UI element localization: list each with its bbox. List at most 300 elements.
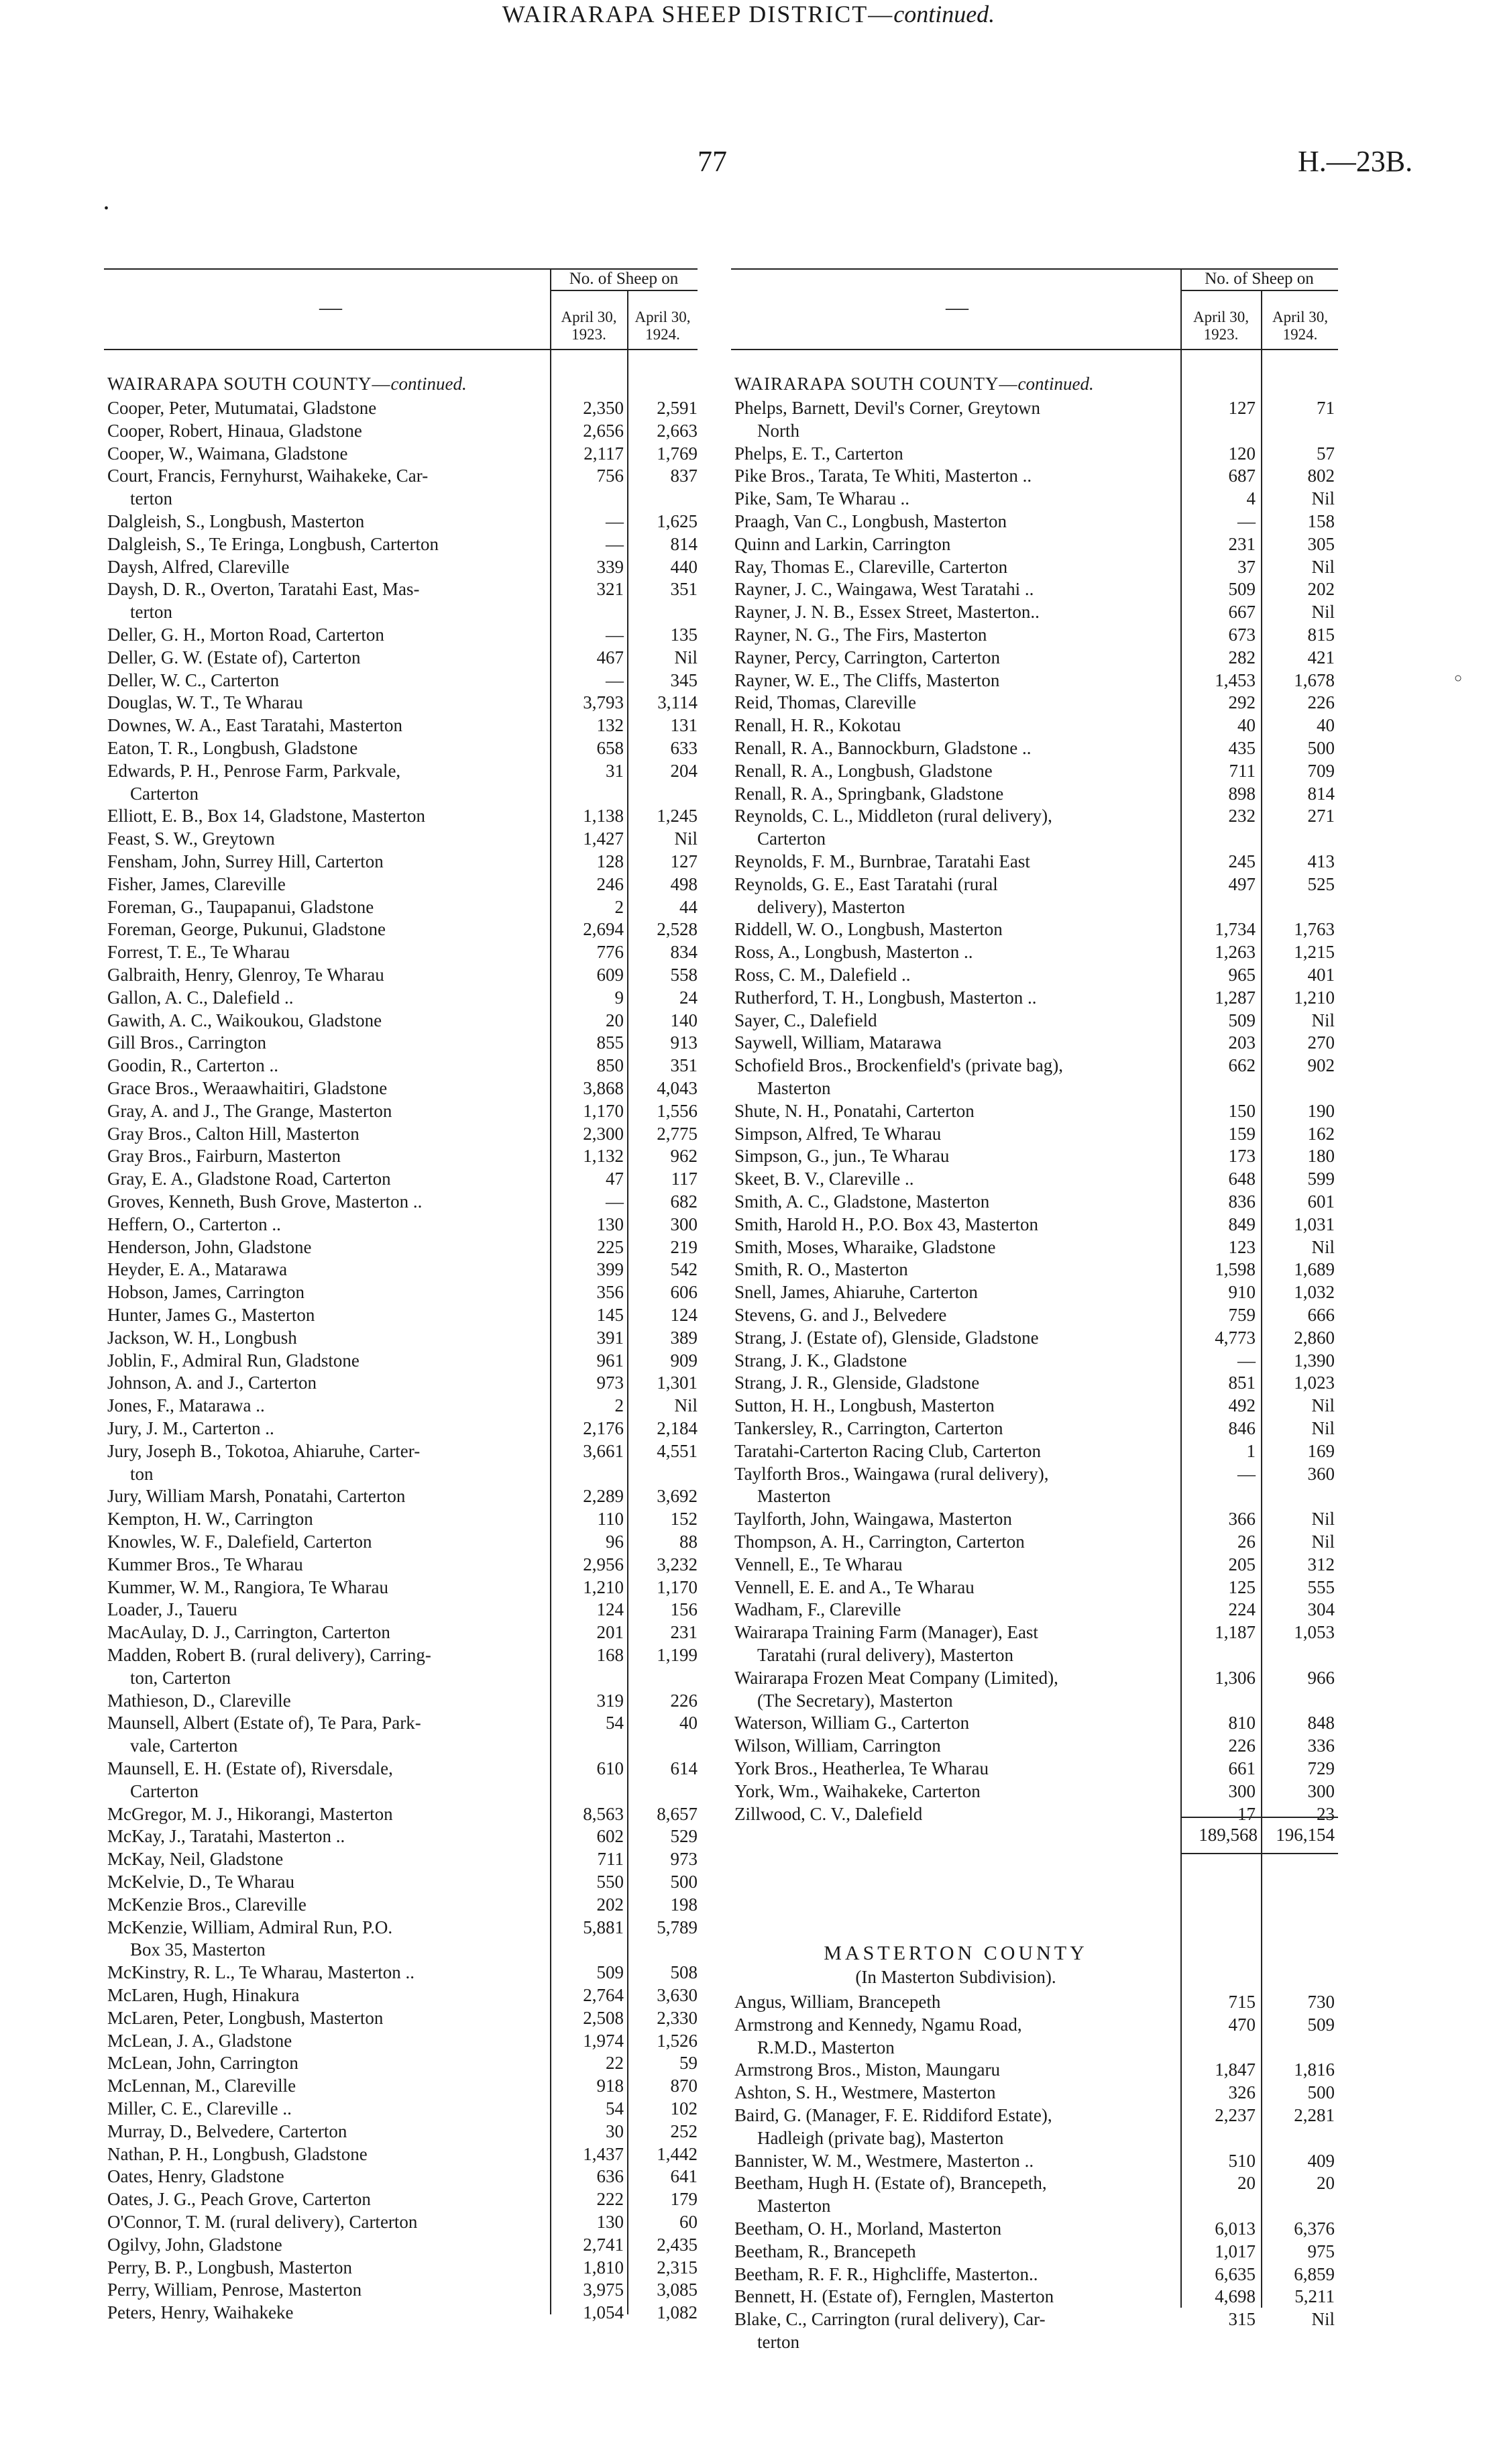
document-reference: H.—23B. xyxy=(1298,145,1413,178)
holder-name: Perry, B. P., Longbush, Masterton xyxy=(107,2257,352,2278)
sheep-1924-cell: 40 xyxy=(679,1713,698,1733)
sheep-1923-cell: 1,017 xyxy=(1215,2241,1256,2261)
sheep-1924-cell: 525 xyxy=(1307,873,1335,894)
holder-name: Heffern, O., Carterton .. xyxy=(107,1214,281,1234)
sheep-1924-cell: 300 xyxy=(670,1214,698,1234)
sheep-1923-cell: 1,453 xyxy=(1215,669,1256,690)
table-row xyxy=(107,873,698,896)
sheep-1924-cell: Nil xyxy=(674,647,698,667)
sheep-1923-cell: 26 xyxy=(1237,1532,1256,1552)
sheep-1923-cell: — xyxy=(606,533,624,554)
sheep-1923-cell: 130 xyxy=(596,1214,624,1234)
sheep-1924-cell: Nil xyxy=(674,1395,698,1416)
sheep-1924-cell: 1,245 xyxy=(657,806,698,826)
sheep-1924-cell: 3,692 xyxy=(657,1486,698,1507)
holder-name: Armstrong and Kennedy, Ngamu Road, xyxy=(734,2014,1022,2035)
sheep-1923-cell: 6,013 xyxy=(1215,2218,1256,2239)
left-group-rule xyxy=(550,290,698,291)
holder-name: McLaren, Hugh, Hinakura xyxy=(107,1985,300,2005)
sheep-1924-cell: 730 xyxy=(1307,1992,1335,2012)
holder-name: Dalgleish, S., Longbush, Masterton xyxy=(107,511,365,531)
sheep-1924-cell: 23 xyxy=(1317,1803,1335,1824)
sheep-1923-cell: 202 xyxy=(596,1894,624,1915)
holder-name: Skeet, B. V., Clareville .. xyxy=(734,1169,914,1189)
table-row xyxy=(734,964,1338,986)
table-row xyxy=(734,488,1338,510)
sheep-1924-cell: 127 xyxy=(670,851,698,871)
table-row xyxy=(734,1395,1338,1417)
sheep-1924-cell: 1,210 xyxy=(1294,987,1335,1008)
table-row xyxy=(107,1984,698,2006)
sheep-1923-cell: 145 xyxy=(596,1305,624,1325)
sheep-1924-cell: 345 xyxy=(670,669,698,690)
table-row xyxy=(107,1032,698,1054)
holder-name: Goodin, R., Carterton .. xyxy=(107,1055,278,1076)
sheep-1923-cell: 810 xyxy=(1228,1713,1256,1733)
table-row xyxy=(734,2014,1338,2036)
holder-name: Gawith, A. C., Waikoukou, Gladstone xyxy=(107,1010,382,1030)
sheep-1923-cell: 205 xyxy=(1228,1554,1256,1574)
sheep-1923-cell: 492 xyxy=(1228,1395,1256,1416)
holder-name: Cooper, Robert, Hinaua, Gladstone xyxy=(107,420,362,441)
sheep-1923-cell: 3,975 xyxy=(583,2280,624,2300)
holder-name: Vennell, E. E. and A., Te Wharau xyxy=(734,1576,975,1597)
table-row xyxy=(107,760,698,782)
sheep-1923-cell: 509 xyxy=(1228,1010,1256,1030)
sheep-1924-cell: 902 xyxy=(1307,1055,1335,1076)
holder-name: Edwards, P. H., Penrose Farm, Parkvale, xyxy=(107,760,401,781)
holder-name: McKay, Neil, Gladstone xyxy=(107,1849,284,1870)
sheep-1924-cell: 729 xyxy=(1307,1758,1335,1778)
table-row xyxy=(734,1258,1338,1281)
sheep-1923-cell: — xyxy=(1237,1350,1256,1371)
sheep-1923-cell: 1,306 xyxy=(1215,1667,1256,1688)
table-row xyxy=(107,1327,698,1349)
sheep-1923-cell: 4,698 xyxy=(1215,2286,1256,2307)
holder-name: Henderson, John, Gladstone xyxy=(107,1236,312,1257)
sheep-1924-cell: 140 xyxy=(670,1010,698,1030)
holder-name: Kempton, H. W., Carrington xyxy=(107,1509,313,1530)
sheep-1923-cell: 687 xyxy=(1228,466,1256,486)
holder-name: Ross, C. M., Dalefield .. xyxy=(734,965,911,985)
sheep-1923-cell: 127 xyxy=(1228,398,1256,418)
sheep-1923-cell: 497 xyxy=(1228,873,1256,894)
holder-name: Rayner, J. C., Waingawa, West Taratahi .. xyxy=(734,579,1034,600)
sheep-1924-cell: 270 xyxy=(1307,1032,1335,1053)
holder-name: Taratahi-Carterton Racing Club, Carterton xyxy=(734,1440,1041,1461)
table-row xyxy=(734,828,1338,850)
sheep-1923-cell: 435 xyxy=(1228,738,1256,758)
sheep-1923-cell: 2,694 xyxy=(583,919,624,940)
sheep-1924-cell: 966 xyxy=(1307,1667,1335,1688)
table-row xyxy=(107,2234,698,2256)
table-row xyxy=(107,2121,698,2143)
holder-name: Bannister, W. M., Westmere, Masterton .. xyxy=(734,2150,1034,2171)
sheep-1923-cell: 550 xyxy=(596,1872,624,1892)
table-row xyxy=(107,624,698,646)
left-header-dash: — xyxy=(319,295,342,320)
holder-name: Loader, J., Taueru xyxy=(107,1599,237,1620)
holder-name: Madden, Robert B. (rural delivery), Carring- xyxy=(107,1645,431,1665)
table-row xyxy=(734,669,1338,692)
holder-name: York, Wm., Waihakeke, Carterton xyxy=(734,1780,981,1801)
sheep-1924-cell: 2,591 xyxy=(657,398,698,418)
holder-name: Reynolds, F. M., Burnbrae, Taratahi East xyxy=(734,851,1030,871)
holder-name: Douglas, W. T., Te Wharau xyxy=(107,692,303,713)
holder-name: Forrest, T. E., Te Wharau xyxy=(107,942,290,963)
table-row xyxy=(107,896,698,918)
table-row xyxy=(107,2030,698,2052)
sheep-1923-cell: 20 xyxy=(1237,2173,1256,2194)
sheep-1923-cell: 40 xyxy=(1237,715,1256,736)
sheep-1924-cell: 401 xyxy=(1307,965,1335,985)
holder-name: R.M.D., Masterton xyxy=(757,2037,895,2057)
table-row xyxy=(734,2308,1338,2331)
sheep-1923-cell: 2,741 xyxy=(583,2234,624,2255)
table-row xyxy=(734,1621,1338,1644)
sheep-1924-cell: 973 xyxy=(670,1849,698,1870)
table-row xyxy=(107,2302,698,2324)
table-row xyxy=(734,420,1338,442)
sheep-1924-cell: 529 xyxy=(670,1826,698,1847)
holder-name: Miller, C. E., Clareville .. xyxy=(107,2098,292,2119)
sheep-1924-cell: 815 xyxy=(1307,625,1335,645)
table-row xyxy=(734,1803,1338,1825)
sheep-1924-cell: 179 xyxy=(670,2189,698,2210)
sheep-1923-cell: 898 xyxy=(1228,783,1256,804)
sheep-1923-cell: 658 xyxy=(596,738,624,758)
table-row xyxy=(734,2127,1338,2149)
sheep-1923-cell: 20 xyxy=(606,1010,624,1030)
sheep-1923-cell: 173 xyxy=(1228,1146,1256,1167)
table-row xyxy=(734,873,1338,896)
sheep-1923-cell: 1 xyxy=(1246,1440,1256,1461)
holder-name: Cooper, W., Waimana, Gladstone xyxy=(107,443,348,464)
sheep-1924-cell: 5,789 xyxy=(657,1917,698,1937)
holder-name: Carterton xyxy=(757,828,826,849)
sheep-1924-cell: 131 xyxy=(670,715,698,736)
table-row xyxy=(734,1554,1338,1576)
sheep-1923-cell: — xyxy=(606,511,624,531)
sheep-1923-cell: 54 xyxy=(606,1713,624,1733)
sheep-1923-cell: 123 xyxy=(1228,1236,1256,1257)
table-row xyxy=(107,1690,698,1712)
sheep-1923-cell: 965 xyxy=(1228,965,1256,985)
sheep-1923-cell: 124 xyxy=(596,1599,624,1620)
sheep-1924-cell: 300 xyxy=(1307,1780,1335,1801)
table-row xyxy=(107,1758,698,1780)
sheep-1924-cell: 2,281 xyxy=(1294,2105,1335,2125)
sheep-1924-cell: Nil xyxy=(1311,1010,1335,1030)
sheep-1924-cell: 162 xyxy=(1307,1123,1335,1144)
holder-name: Quinn and Larkin, Carrington xyxy=(734,533,951,554)
sheep-1923-cell: 2 xyxy=(614,896,624,917)
holder-name: Riddell, W. O., Longbush, Masterton xyxy=(734,919,1003,940)
sheep-1924-cell: 2,860 xyxy=(1294,1327,1335,1348)
holder-name: Schofield Bros., Brockenfield's (private bag), xyxy=(734,1055,1063,1076)
table-row xyxy=(107,1599,698,1621)
table-row xyxy=(734,1780,1338,1803)
sheep-1924-cell: 2,330 xyxy=(657,2007,698,2028)
table-row xyxy=(734,1576,1338,1599)
sheep-1923-cell: — xyxy=(1237,1463,1256,1484)
sheep-1923-cell: 918 xyxy=(596,2076,624,2096)
sheep-1923-cell: 849 xyxy=(1228,1214,1256,1234)
sheep-1924-cell: 252 xyxy=(670,2121,698,2141)
holder-name: Vennell, E., Te Wharau xyxy=(734,1554,903,1574)
table-row xyxy=(107,2098,698,2120)
holder-name: Court, Francis, Fernyhurst, Waihakeke, Car- xyxy=(107,466,429,486)
sheep-1924-cell: 3,630 xyxy=(657,1985,698,2005)
sheep-1923-cell: 37 xyxy=(1237,556,1256,577)
sheep-1923-cell: 2,350 xyxy=(583,398,624,418)
table-row xyxy=(107,941,698,963)
table-row xyxy=(107,1735,698,1757)
holder-name: terton xyxy=(130,602,172,623)
sheep-1923-cell: — xyxy=(606,625,624,645)
right-col-1923-header: April 30, 1923. xyxy=(1193,309,1250,343)
sheep-1923-cell: 973 xyxy=(596,1373,624,1393)
sheep-1923-cell: 759 xyxy=(1228,1305,1256,1325)
holder-name: Smith, Moses, Wharaike, Gladstone xyxy=(734,1236,996,1257)
table-row xyxy=(107,1780,698,1803)
table-row xyxy=(734,1191,1338,1213)
sheep-1923-cell: 245 xyxy=(1228,851,1256,871)
table-row xyxy=(734,896,1338,918)
section-title-continued: continued. xyxy=(893,1,995,28)
holder-name: Smith, A. C., Gladstone, Masterton xyxy=(734,1191,990,1212)
table-row xyxy=(734,1485,1338,1507)
sheep-1923-cell: 1,974 xyxy=(583,2030,624,2051)
sheep-1923-cell: 2,117 xyxy=(584,443,624,464)
sheep-1924-cell: 837 xyxy=(670,466,698,486)
table-row xyxy=(107,420,698,442)
table-row xyxy=(734,465,1338,487)
table-row xyxy=(107,828,698,850)
table-row xyxy=(734,1100,1338,1122)
left-col-1924-header: April 30, 1924. xyxy=(634,309,691,343)
masterton-county-subtitle: (In Masterton Subdivision). xyxy=(855,1967,1056,1987)
table-row xyxy=(734,2218,1338,2240)
sheep-1923-cell: 292 xyxy=(1228,692,1256,713)
sheep-1923-cell: 339 xyxy=(596,556,624,577)
sheep-1924-cell: 2,315 xyxy=(657,2257,698,2278)
holder-name: Carterton xyxy=(130,1780,199,1801)
sheep-1924-cell: 88 xyxy=(679,1532,698,1552)
sheep-1923-cell: 203 xyxy=(1228,1032,1256,1053)
holder-name: McKenzie, William, Admiral Run, P.O. xyxy=(107,1917,393,1937)
sheep-1923-cell: 30 xyxy=(606,2121,624,2141)
left-county-heading-main: WAIRARAPA SOUTH COUNTY— xyxy=(107,374,391,394)
sheep-1924-cell: 633 xyxy=(670,738,698,758)
table-row xyxy=(107,1962,698,1984)
holder-name: ton, Carterton xyxy=(130,1667,231,1688)
sheep-1924-cell: 180 xyxy=(1307,1146,1335,1167)
holder-name: Deller, W. C., Carterton xyxy=(107,669,280,690)
sheep-1923-cell: 910 xyxy=(1228,1282,1256,1303)
holder-name: vale, Carterton xyxy=(130,1735,238,1756)
sheep-1924-cell: 226 xyxy=(1307,692,1335,713)
table-row xyxy=(107,2052,698,2074)
sheep-1924-cell: 1,625 xyxy=(657,511,698,531)
holder-name: Murray, D., Belvedere, Carterton xyxy=(107,2121,347,2141)
holder-name: Baird, G. (Manager, F. E. Riddiford Estate), xyxy=(734,2105,1052,2125)
table-row xyxy=(107,465,698,487)
sheep-1924-cell: 1,526 xyxy=(657,2030,698,2051)
sheep-1923-cell: 222 xyxy=(596,2189,624,2210)
sheep-1923-cell: 1,847 xyxy=(1215,2059,1256,2080)
sheep-1924-cell: 599 xyxy=(1307,1169,1335,1189)
sheep-1923-cell: 510 xyxy=(1228,2150,1256,2171)
holder-name: Elliott, E. B., Box 14, Gladstone, Masterton xyxy=(107,806,425,826)
sheep-1924-cell: 44 xyxy=(679,896,698,917)
sheep-1924-cell: 6,376 xyxy=(1294,2218,1335,2239)
holder-name: McLean, J. A., Gladstone xyxy=(107,2030,292,2051)
sheep-1924-cell: 802 xyxy=(1307,466,1335,486)
sheep-1923-cell: — xyxy=(606,669,624,690)
holder-name: Fisher, James, Clareville xyxy=(107,873,286,894)
sheep-1924-cell: 5,211 xyxy=(1294,2286,1335,2307)
table-row xyxy=(107,1803,698,1825)
sheep-1923-cell: 846 xyxy=(1228,1418,1256,1438)
sheep-1924-cell: 2,435 xyxy=(657,2234,698,2255)
sheep-1923-cell: 1,187 xyxy=(1215,1622,1256,1643)
sheep-1924-cell: 1,689 xyxy=(1294,1259,1335,1280)
right-col-group-header: No. of Sheep on xyxy=(1205,270,1314,288)
right-total-rule-bottom xyxy=(1180,1853,1338,1854)
sheep-1924-cell: 4,043 xyxy=(657,1078,698,1098)
table-row xyxy=(107,2165,698,2188)
holder-name: Wairarapa Training Farm (Manager), East xyxy=(734,1622,1038,1643)
holder-name: Smith, R. O., Masterton xyxy=(734,1259,908,1280)
holder-name: McKenzie Bros., Clareville xyxy=(107,1894,307,1915)
table-row xyxy=(107,918,698,941)
sheep-1924-cell: 500 xyxy=(1307,2082,1335,2103)
table-row xyxy=(734,578,1338,600)
right-county-heading xyxy=(734,374,1094,394)
sheep-1924-cell: 509 xyxy=(1307,2014,1335,2035)
sheep-1923-cell: 2,764 xyxy=(583,1985,624,2005)
sheep-1924-cell: 6,859 xyxy=(1294,2263,1335,2284)
holder-name: Jury, J. M., Carterton .. xyxy=(107,1418,274,1438)
sheep-1923-cell: 17 xyxy=(1237,1803,1256,1824)
holder-name: Sutton, H. H., Longbush, Masterton xyxy=(734,1395,995,1416)
sheep-1923-cell: 120 xyxy=(1228,443,1256,464)
holder-name: Groves, Kenneth, Bush Grove, Masterton .. xyxy=(107,1191,423,1212)
sheep-1924-cell: 975 xyxy=(1307,2241,1335,2261)
sheep-1923-cell: 467 xyxy=(596,647,624,667)
holder-name: Renall, R. A., Springbank, Gladstone xyxy=(734,783,1004,804)
sheep-1924-cell: 231 xyxy=(670,1622,698,1643)
sheep-1924-cell: 158 xyxy=(1307,511,1335,531)
sheep-1924-cell: Nil xyxy=(1311,1509,1335,1530)
table-row xyxy=(734,601,1338,623)
sheep-1924-cell: 555 xyxy=(1307,1576,1335,1597)
holder-name: Peters, Henry, Waihakeke xyxy=(107,2302,294,2323)
sheep-1923-cell: 470 xyxy=(1228,2014,1256,2035)
sheep-1923-cell: 150 xyxy=(1228,1100,1256,1121)
sheep-1924-cell: Nil xyxy=(1311,1395,1335,1416)
table-row xyxy=(734,2172,1338,2194)
right-total-1923: 189,568 xyxy=(1199,1825,1258,1845)
sheep-1923-cell: 130 xyxy=(596,2212,624,2232)
sheep-1924-cell: 440 xyxy=(670,556,698,577)
table-row xyxy=(107,1372,698,1394)
holder-name: Stevens, G. and J., Belvedere xyxy=(734,1305,947,1325)
table-row xyxy=(734,851,1338,873)
sheep-1924-cell: 198 xyxy=(670,1894,698,1915)
table-row xyxy=(107,2143,698,2165)
sheep-1923-cell: 662 xyxy=(1228,1055,1256,1076)
sheep-1924-cell: 870 xyxy=(670,2076,698,2096)
sheep-1924-cell: 190 xyxy=(1307,1100,1335,1121)
left-table-header-rule xyxy=(104,349,698,350)
right-total-rule-top xyxy=(1180,1817,1338,1818)
table-row xyxy=(734,1372,1338,1394)
section-title xyxy=(0,0,1497,28)
table-row xyxy=(107,1123,698,1145)
table-row xyxy=(734,941,1338,963)
table-row xyxy=(107,1055,698,1077)
table-row xyxy=(734,624,1338,646)
holder-name: Gill Bros., Carrington xyxy=(107,1032,266,1053)
sheep-1923-cell: 850 xyxy=(596,1055,624,1076)
sheep-1924-cell: 226 xyxy=(670,1690,698,1711)
table-row xyxy=(107,1304,698,1326)
sheep-1923-cell: 2,300 xyxy=(583,1123,624,1144)
table-row xyxy=(107,1531,698,1553)
sheep-1923-cell: 96 xyxy=(606,1532,624,1552)
sheep-1924-cell: 4,551 xyxy=(657,1440,698,1461)
table-row xyxy=(734,511,1338,533)
table-row xyxy=(107,1667,698,1689)
sheep-1924-cell: 152 xyxy=(670,1509,698,1530)
sheep-1923-cell: 47 xyxy=(606,1169,624,1189)
table-row xyxy=(734,737,1338,759)
sheep-1924-cell: 156 xyxy=(670,1599,698,1620)
sheep-1924-cell: Nil xyxy=(1311,1532,1335,1552)
sheep-1924-cell: 71 xyxy=(1317,398,1335,418)
holder-name: Praagh, Van C., Longbush, Masterton xyxy=(734,511,1007,531)
sheep-1924-cell: 814 xyxy=(1307,783,1335,804)
sheep-1924-cell: 508 xyxy=(670,1962,698,1983)
holder-name: MacAulay, D. J., Carrington, Carterton xyxy=(107,1622,390,1643)
holder-name: McGregor, M. J., Hikorangi, Masterton xyxy=(107,1803,393,1824)
left-county-heading xyxy=(107,374,467,394)
sheep-1923-cell: 1,598 xyxy=(1215,1259,1256,1280)
holder-name: Rayner, N. G., The Firs, Masterton xyxy=(734,625,987,645)
sheep-1924-cell: 202 xyxy=(1307,579,1335,600)
table-row xyxy=(734,2195,1338,2217)
sheep-1924-cell: 1,301 xyxy=(657,1373,698,1393)
table-row xyxy=(107,601,698,623)
sheep-1924-cell: 909 xyxy=(670,1350,698,1371)
table-row xyxy=(107,1010,698,1032)
holder-name: Fensham, John, Surrey Hill, Carterton xyxy=(107,851,384,871)
table-row xyxy=(734,1508,1338,1530)
sheep-1924-cell: 1,215 xyxy=(1294,942,1335,963)
sheep-1923-cell: 1,437 xyxy=(583,2143,624,2164)
sheep-1923-cell: 128 xyxy=(596,851,624,871)
holder-name: Rayner, J. N. B., Essex Street, Masterton.. xyxy=(734,602,1040,623)
sheep-1924-cell: 1,678 xyxy=(1294,669,1335,690)
sheep-1923-cell: 54 xyxy=(606,2098,624,2119)
sheep-1924-cell: 1,442 xyxy=(657,2143,698,2164)
sheep-1923-cell: 226 xyxy=(1228,1735,1256,1756)
sheep-1924-cell: 814 xyxy=(670,533,698,554)
sheep-1924-cell: 24 xyxy=(679,987,698,1008)
sheep-1923-cell: 22 xyxy=(606,2053,624,2074)
